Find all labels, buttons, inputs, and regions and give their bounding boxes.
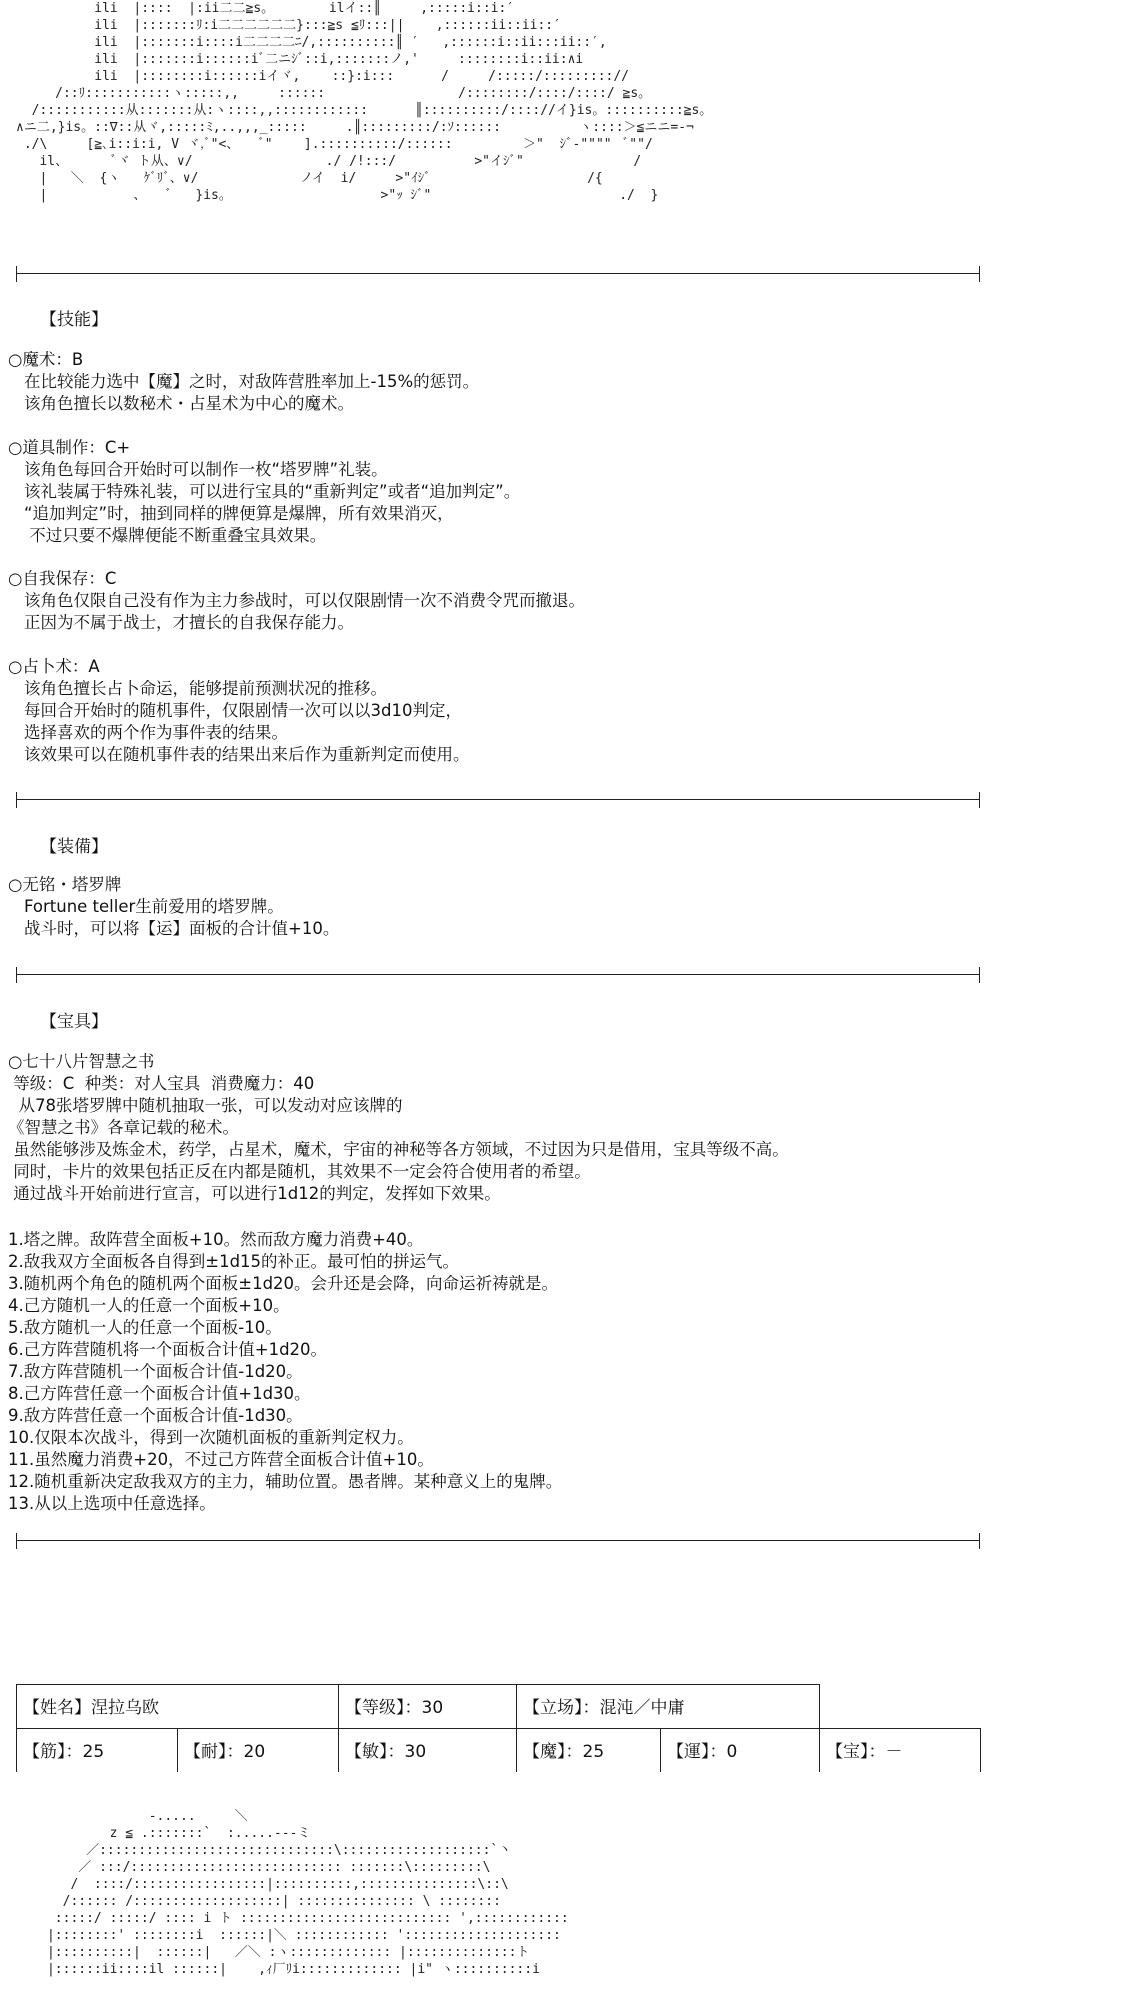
- effect-item: 8.己方阵营任意一个面板合计值+1d30。: [8, 1384, 311, 1403]
- noble-phantasm-name: ○七十八片智慧之书: [8, 1052, 155, 1071]
- status-row-identity: [16, 1684, 1016, 1728]
- ascii-art-bottom: -..... ＼ z ≦ .:::::::` :.....-‐-ミ ／::::::::::::::::::::::::::::::\:::::::::::::::::::`丶 ／ :::/::::::::::::::::::::::::::: :::::::\:::::::::\ / ::::/:::::::::::::::::|::::::::::,:::::::::::::::\::\ /:::::: /:::::::::::::::::::| ::::::::::::::: \ :::::::: :::::/ :::::/ :::: i ト ::::::::::::::::::::::::::: ',:::::::::::: |::::::::' ::::::::i ::::::|＼ :::::::::::: ':::::::::::::::::::: |::::::::::| ::::::| ／＼ :ヽ::::::::::::: |::::::::::::::ト |::::::ii::::il ::::::| ,ｨ厂ﾘi::::::::::::: |i" ヽ::::::::::i: [46, 1809, 569, 1977]
- status-cell-noble-phantasm: [819, 1728, 903, 1772]
- status-cell-luck: [660, 1728, 738, 1772]
- effect-item: 6.己方阵营随机将一个面板合计值+1d20。: [8, 1340, 328, 1359]
- effect-item: 3.随机两个角色的随机两个面板±1d20。会升还是会降，向命运祈祷就是。: [8, 1274, 559, 1293]
- skills-section: [8, 349, 1008, 415]
- skill-name: ○道具制作：C+: [8, 438, 131, 457]
- skill-entry-self-preservation: [8, 568, 1008, 634]
- equipment-name: ○无铭・塔罗牌: [8, 875, 122, 894]
- skill-line: 不过只要不爆牌便能不断重叠宝具效果。: [24, 526, 327, 545]
- noble-phantasm-section: [8, 1051, 1008, 1205]
- skill-line: “追加判定”时，抽到同样的牌便算是爆牌，所有效果消灭，: [24, 504, 454, 523]
- effect-item: 9.敌方阵营任意一个面板合计值-1d30。: [8, 1406, 303, 1425]
- skills-section-3: [8, 568, 1008, 634]
- skill-line: 该效果可以在随机事件表的结果出来后作为重新判定而使用。: [24, 745, 470, 764]
- divider-1: [16, 266, 980, 282]
- skill-line: 每回合开始时的随机事件，仅限剧情一次可以以3d10判定，: [24, 701, 462, 720]
- status-row-stats: [16, 1728, 1016, 1772]
- skills-section-4: [8, 656, 1008, 766]
- stat-noble-phantasm: 【宝】：－: [826, 1742, 903, 1762]
- skill-line: 选择喜欢的两个作为事件表的结果。: [24, 723, 288, 742]
- effect-item: 11.虽然魔力消费+20，不过己方阵营全面板合计值+10。: [8, 1450, 434, 1469]
- skill-line: 该角色擅长占卜命运，能够提前预测状况的推移。: [24, 679, 387, 698]
- status-cell-level: [338, 1684, 444, 1728]
- status-name: 【姓名】涅拉乌欧: [23, 1698, 159, 1718]
- skill-name: ○自我保存：C: [8, 569, 117, 588]
- status-cell-endurance: [177, 1728, 266, 1772]
- divider-3: [16, 967, 980, 983]
- stat-endurance: 【耐】：20: [184, 1742, 266, 1762]
- stat-agility: 【敏】：30: [345, 1742, 427, 1762]
- skill-entry-divination: [8, 656, 1008, 766]
- status-cell-agility: [338, 1728, 427, 1772]
- status-table: [16, 1684, 1016, 1772]
- effect-item: 4.己方随机一人的任意一个面板+10。: [8, 1296, 290, 1315]
- skill-line: 该角色擅长以数秘术・占星术为中心的魔术。: [24, 394, 354, 413]
- equipment-entry-tarot: [8, 874, 1008, 940]
- status-cell-end: [980, 1728, 981, 1772]
- status-alignment: 【立场】：混沌／中庸: [523, 1698, 685, 1718]
- divider-4: [16, 1533, 980, 1549]
- skill-name: ○魔术：B: [8, 350, 84, 369]
- skills-section-2: [8, 437, 1008, 547]
- effect-item: 12.随机重新决定敌我双方的主力，辅助位置。愚者牌。某种意义上的鬼牌。: [8, 1472, 563, 1491]
- status-cell-alignment: [516, 1684, 685, 1728]
- skill-entry-item-construction: [8, 437, 1008, 547]
- status-level: 【等级】：30: [345, 1698, 444, 1718]
- equipment-section: [8, 874, 1008, 940]
- status-cell-magic: [516, 1728, 605, 1772]
- divider-2: [16, 792, 980, 808]
- effect-item: 7.敌方阵营随机一个面板合计值-1d20。: [8, 1362, 303, 1381]
- effect-item: 2.敌我双方全面板各自得到±1d15的补正。最可怕的拼运气。: [8, 1252, 460, 1271]
- skill-line: 该角色每回合开始时可以制作一枚“塔罗牌”礼装。: [24, 460, 388, 479]
- skill-line: 正因为不属于战士，才擅长的自我保存能力。: [24, 613, 354, 632]
- skills-heading: 【技能】: [40, 310, 108, 330]
- noble-phantasm-line: 通过战斗开始前进行宣言，可以进行1d12的判定，发挥如下效果。: [8, 1184, 501, 1203]
- skill-name: ○占卜术：A: [8, 657, 100, 676]
- noble-phantasm-heading: 【宝具】: [40, 1012, 108, 1032]
- stat-magic: 【魔】：25: [523, 1742, 605, 1762]
- skill-line: 该角色仅限自己没有作为主力参战时，可以仅限剧情一次不消费令咒而撤退。: [24, 591, 585, 610]
- equipment-line: 战斗时，可以将【运】面板的合计值+10。: [24, 919, 340, 938]
- noble-phantasm-line: 虽然能够涉及炼金术，药学，占星术，魔术，宇宙的神秘等各方领域，不过因为只是借用，宝具等级不高。: [8, 1140, 789, 1159]
- noble-phantasm-line: 从78张塔罗牌中随机抽取一张，可以发动对应该牌的: [8, 1096, 403, 1115]
- equipment-line: Fortune teller生前爱用的塔罗牌。: [24, 897, 284, 916]
- equipment-heading: 【装備】: [40, 837, 108, 857]
- stat-strength: 【筋】：25: [23, 1742, 105, 1762]
- stat-luck: 【運】：0: [667, 1742, 738, 1762]
- effect-item: 10.仅限本次战斗，得到一次随机面板的重新判定权力。: [8, 1428, 414, 1447]
- status-cell-end: [819, 1684, 820, 1728]
- effect-item: 1.塔之牌。敌阵营全面板+10。然而敌方魔力消费+40。: [8, 1230, 424, 1249]
- effect-item: 13.从以上选项中任意选择。: [8, 1494, 216, 1513]
- effect-item: 5.敌方随机一人的任意一个面板-10。: [8, 1318, 282, 1337]
- noble-phantasm-line: 等级：C 种类：对人宝具 消费魔力：40: [8, 1074, 315, 1093]
- noble-phantasm-line: 同时，卡片的效果包括正反在内都是随机，其效果不一定会符合使用者的希望。: [8, 1162, 591, 1181]
- effect-list: [8, 1229, 1008, 1515]
- status-cell-strength: [16, 1728, 105, 1772]
- skill-entry-magic: [8, 349, 1008, 415]
- ascii-art-top: ili |:::: |:ii二二≧s。 ilイ::║ ,:::::i::i:′ ili |:::::::ﾘ:i二二二二二二}:::≧s ≦ﾘ:::|| ,::::::ii::ii::′ ili |:::::::i::::i二二二二ﾆ/,::::::::::║ ′ ,::::::i::ii:::ii::′, ili |:::::::i::::::iﾞ二ニｼﾞ::i,:::::::ノ,' ::::::::i::ii:∧i ili |::::::::i::::::iイヾ, ::}:i::: / /:::::/:::::::::// /::ﾘ:::::::::::ヽ:::::,, :::::: /::::::::/::::/::::/ ≧s。 /:::::::::::从:::::::从:ヽ::::,,:::::::::::: ║::::::::::/:::://イ}is。::::::::::≧s。 ∧ニ二,}is。::∇::从ヾ,:::::ﾐ,..,,,_::::: .║:::::::::/:ｿ:::::: ヽ::::＞≦ニニ=-¬ ./\ [≧､i::i:i, V ヾ,ﾞ"<、 ﾞ" ].::::::::::/:::::: ＞" ｼﾞ-"""" ﾞ""/ il、 ﾞヾ ト从、∨/ ./ /!:::/ >"イｼﾞ" / | ＼ {ヽ ｹﾞﾘﾞ、∨/ ノイ i/ >"ｲｼﾞ /{ | 、 ﾞ }is。 >"ｯ ｼﾞ" ./ }: [16, 1, 713, 203]
- noble-phantasm-line: 《智慧之书》各章记载的秘术。: [8, 1118, 239, 1137]
- skill-line: 在比较能力选中【魔】之时，对敌阵营胜率加上-15%的惩罚。: [24, 372, 480, 391]
- status-cell-name: [16, 1684, 159, 1728]
- skill-line: 该礼装属于特殊礼装，可以进行宝具的“重新判定”或者“追加判定”。: [24, 482, 521, 501]
